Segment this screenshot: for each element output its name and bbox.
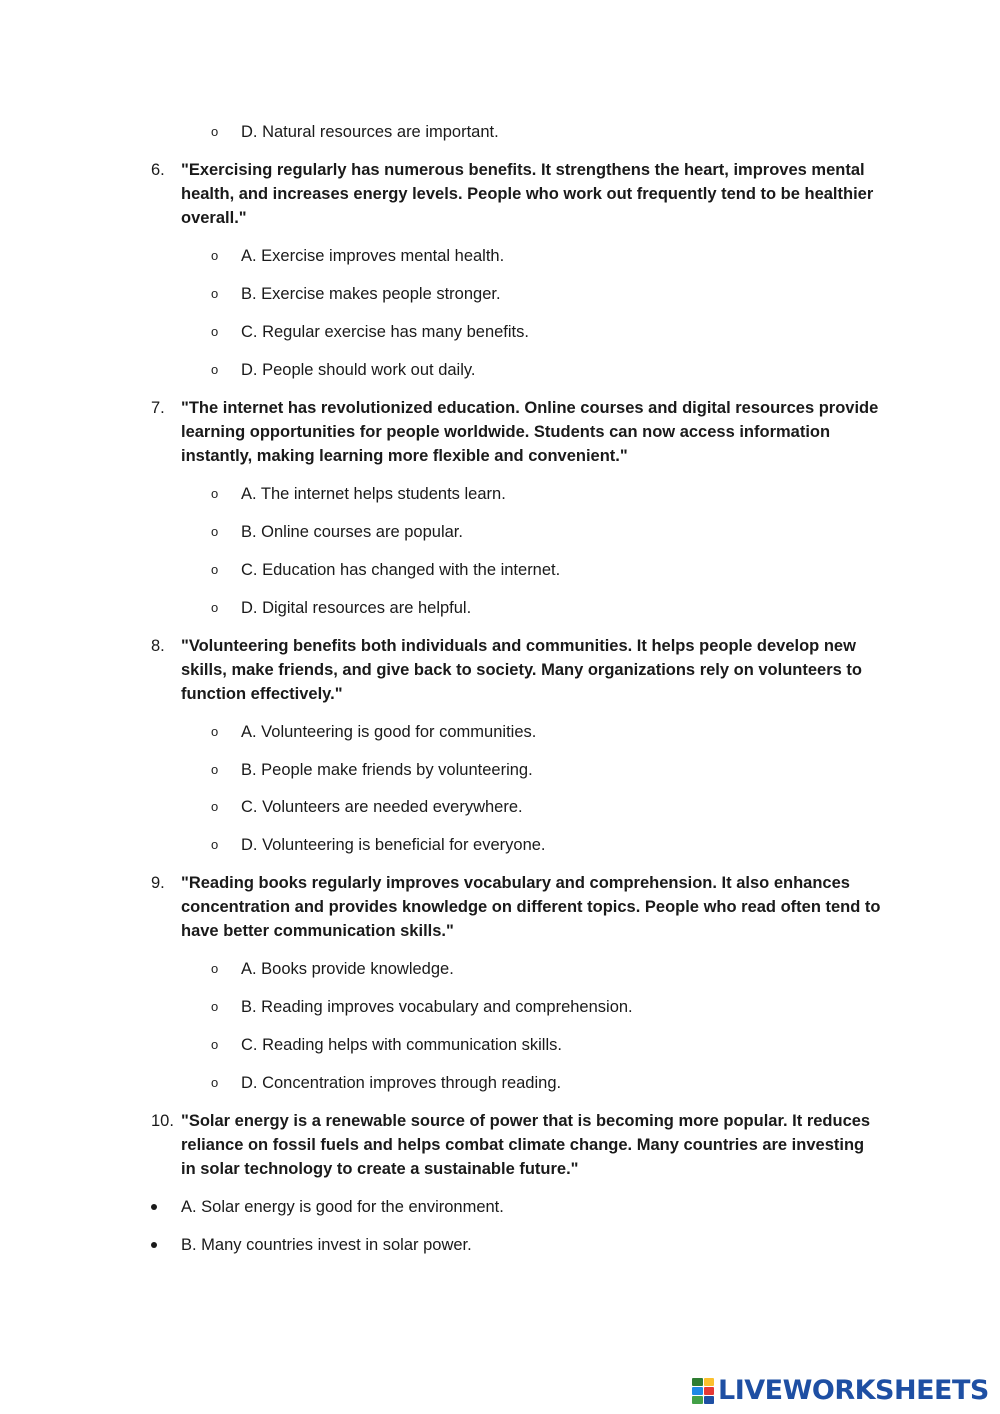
question-number: 6. xyxy=(151,161,165,179)
logo-square xyxy=(704,1387,715,1395)
option-text: A. Volunteering is good for communities. xyxy=(241,723,537,741)
option-marker: o xyxy=(211,600,219,615)
option-text: C. Education has changed with the internet. xyxy=(241,561,561,579)
logo-square xyxy=(692,1396,703,1404)
logo-square xyxy=(692,1387,703,1395)
option-text: D. Volunteering is beneficial for everyone. xyxy=(241,836,546,854)
option-text: D. Natural resources are important. xyxy=(241,123,499,141)
option-marker: o xyxy=(211,524,219,539)
option-text: C. Volunteers are needed everywhere. xyxy=(241,798,523,816)
option-text: D. Concentration improves through reading. xyxy=(241,1074,562,1092)
option-text: C. Reading helps with communication skills. xyxy=(241,1036,562,1054)
bullet-marker xyxy=(151,1242,157,1248)
option-text: C. Regular exercise has many benefits. xyxy=(241,323,529,341)
option-text: A. Books provide knowledge. xyxy=(241,960,454,978)
option-marker: o xyxy=(211,248,219,263)
option-marker: o xyxy=(211,799,219,814)
option-text: B. People make friends by volunteering. xyxy=(241,761,533,779)
question-text: "Exercising regularly has numerous benefits. It strengthens the heart, improves mental health, and increases energy levels. People who work out frequently tend to be healthier overall." xyxy=(181,161,874,227)
bullet-marker xyxy=(151,1204,157,1210)
option-marker: o xyxy=(211,486,219,501)
option-marker: o xyxy=(211,1037,219,1052)
option-marker: o xyxy=(211,324,219,339)
question-text: "Reading books regularly improves vocabulary and comprehension. It also enhances concentration and provides knowledge on different topics. People who read often tend to have better communication skills." xyxy=(181,874,881,940)
logo-square xyxy=(704,1378,715,1386)
option-text: B. Reading improves vocabulary and comprehension. xyxy=(241,998,633,1016)
bullet-option-text: A. Solar energy is good for the environment. xyxy=(181,1198,504,1216)
logo-square xyxy=(692,1378,703,1386)
bullet-option-text: B. Many countries invest in solar power. xyxy=(181,1236,472,1254)
option-text: D. People should work out daily. xyxy=(241,361,476,379)
liveworksheets-brand xyxy=(692,1374,989,1408)
option-text: B. Exercise makes people stronger. xyxy=(241,285,501,303)
option-text: D. Digital resources are helpful. xyxy=(241,599,472,617)
option-text: B. Online courses are popular. xyxy=(241,523,463,541)
question-number: 10. xyxy=(151,1112,174,1130)
question-number: 7. xyxy=(151,399,165,417)
option-marker: o xyxy=(211,124,219,139)
option-marker: o xyxy=(211,837,219,852)
logo-square xyxy=(704,1396,715,1404)
brand-name: LIVEWORKSHEETS xyxy=(718,1375,989,1406)
option-marker: o xyxy=(211,961,219,976)
option-marker: o xyxy=(211,762,219,777)
option-text: A. Exercise improves mental health. xyxy=(241,247,505,265)
liveworksheets-logo-icon xyxy=(692,1378,714,1404)
option-text: A. The internet helps students learn. xyxy=(241,485,506,503)
question-text: "The internet has revolutionized education. Online courses and digital resources provide learning opportunities for people worldwide. Students can now access information instantly, making learning more flexible and convenient." xyxy=(181,399,879,465)
option-marker: o xyxy=(211,724,219,739)
option-marker: o xyxy=(211,1075,219,1090)
question-text: "Solar energy is a renewable source of power that is becoming more popular. It reduces reliance on fossil fuels and helps combat climate change. Many countries are investing in solar technology to create a sustainable future." xyxy=(181,1112,871,1178)
option-marker: o xyxy=(211,999,219,1014)
question-number: 8. xyxy=(151,637,165,655)
question-number: 9. xyxy=(151,874,165,892)
question-text: "Volunteering benefits both individuals and communities. It helps people develop new skills, make friends, and give back to society. Many organizations rely on volunteers to function effectively." xyxy=(181,637,862,703)
option-marker: o xyxy=(211,562,219,577)
option-marker: o xyxy=(211,286,219,301)
option-marker: o xyxy=(211,362,219,377)
